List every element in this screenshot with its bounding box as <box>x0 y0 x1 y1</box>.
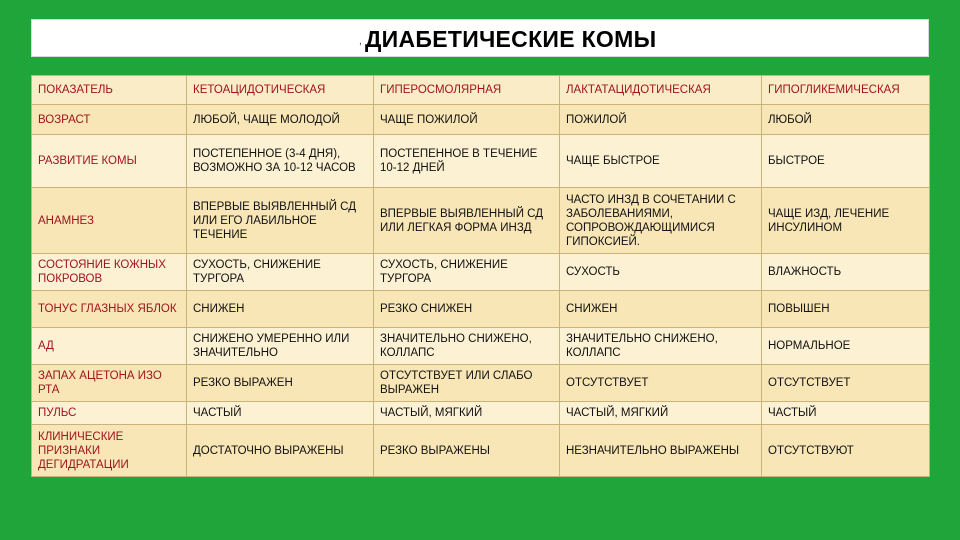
header-cell: ЛАКТАТАЦИДОТИЧЕСКАЯ <box>560 76 762 105</box>
table-cell: ЧАЩЕ БЫСТРОЕ <box>560 135 762 188</box>
header-cell: ГИПЕРОСМОЛЯРНАЯ <box>374 76 560 105</box>
table-row <box>32 291 930 328</box>
table-cell: ПОСТЕПЕННОЕ (3-4 ДНЯ), ВОЗМОЖНО ЗА 10-12 ЧАСОВ <box>187 135 374 188</box>
title-box <box>31 19 929 57</box>
table-cell: РЕЗКО ВЫРАЖЕНЫ <box>374 425 560 477</box>
table-cell: НЕЗНАЧИТЕЛЬНО ВЫРАЖЕНЫ <box>560 425 762 477</box>
table-row <box>32 402 930 425</box>
table-row <box>32 188 930 254</box>
row-label: ВОЗРАСТ <box>32 105 187 135</box>
table-cell: ПОВЫШЕН <box>762 291 930 328</box>
table-row <box>32 254 930 291</box>
table-row <box>32 365 930 402</box>
table-cell: СНИЖЕН <box>187 291 374 328</box>
header-cell: КЕТОАЦИДОТИЧЕСКАЯ <box>187 76 374 105</box>
table-cell: ОТСУТСТВУЮТ <box>762 425 930 477</box>
table-cell: ВПЕРВЫЕ ВЫЯВЛЕННЫЙ СД ИЛИ ЕГО ЛАБИЛЬНОЕ ТЕЧЕНИЕ <box>187 188 374 254</box>
table-cell: ЧАСТЫЙ, МЯГКИЙ <box>374 402 560 425</box>
header-cell: ПОКАЗАТЕЛЬ <box>32 76 187 105</box>
table-cell: ОТСУТСТВУЕТ <box>560 365 762 402</box>
diabetic-coma-table <box>31 75 930 477</box>
table-cell: ЧАСТЫЙ <box>762 402 930 425</box>
table-row <box>32 135 930 188</box>
table-cell: ВПЕРВЫЕ ВЫЯВЛЕННЫЙ СД ИЛИ ЛЕГКАЯ ФОРМА ИНЗД <box>374 188 560 254</box>
table-cell: ОТСУТСТВУЕТ <box>762 365 930 402</box>
row-label: ТОНУС ГЛАЗНЫХ ЯБЛОК <box>32 291 187 328</box>
table-cell: СНИЖЕНО УМЕРЕННО ИЛИ ЗНАЧИТЕЛЬНО <box>187 328 374 365</box>
row-label: АД <box>32 328 187 365</box>
table-cell: ЧАЩЕ ИЗД, ЛЕЧЕНИЕ ИНСУЛИНОМ <box>762 188 930 254</box>
header-cell: ГИПОГЛИКЕМИЧЕСКАЯ <box>762 76 930 105</box>
table-cell: ЛЮБОЙ <box>762 105 930 135</box>
table-cell: СУХОСТЬ, СНИЖЕНИЕ ТУРГОРА <box>374 254 560 291</box>
table-cell: ДОСТАТОЧНО ВЫРАЖЕНЫ <box>187 425 374 477</box>
table-cell: СНИЖЕН <box>560 291 762 328</box>
table-cell: ЧАЩЕ ПОЖИЛОЙ <box>374 105 560 135</box>
table-cell: СУХОСТЬ <box>560 254 762 291</box>
table-cell: ЗНАЧИТЕЛЬНО СНИЖЕНО, КОЛЛАПС <box>560 328 762 365</box>
title-mark: , <box>359 36 362 47</box>
table-cell: РЕЗКО СНИЖЕН <box>374 291 560 328</box>
table-cell: НОРМАЛЬНОЕ <box>762 328 930 365</box>
row-label: КЛИНИЧЕСКИЕ ПРИЗНАКИ ДЕГИДРАТАЦИИ <box>32 425 187 477</box>
row-label: ПУЛЬС <box>32 402 187 425</box>
table-cell: ОТСУТСТВУЕТ ИЛИ СЛАБО ВЫРАЖЕН <box>374 365 560 402</box>
table-row <box>32 328 930 365</box>
row-label: РАЗВИТИЕ КОМЫ <box>32 135 187 188</box>
row-label: ЗАПАХ АЦЕТОНА ИЗО РТА <box>32 365 187 402</box>
table-cell: РЕЗКО ВЫРАЖЕН <box>187 365 374 402</box>
row-label: СОСТОЯНИЕ КОЖНЫХ ПОКРОВОВ <box>32 254 187 291</box>
table-row <box>32 105 930 135</box>
table-cell: ЧАСТЫЙ <box>187 402 374 425</box>
table-cell: ЧАСТЫЙ, МЯГКИЙ <box>560 402 762 425</box>
page-title: ДИАБЕТИЧЕСКИЕ КОМЫ <box>365 26 657 52</box>
table-row <box>32 425 930 477</box>
table-cell: ПОСТЕПЕННОЕ В ТЕЧЕНИЕ 10-12 ДНЕЙ <box>374 135 560 188</box>
table-cell: ПОЖИЛОЙ <box>560 105 762 135</box>
table-header-row <box>32 76 930 105</box>
table-cell: СУХОСТЬ, СНИЖЕНИЕ ТУРГОРА <box>187 254 374 291</box>
table-cell: БЫСТРОЕ <box>762 135 930 188</box>
row-label: АНАМНЕЗ <box>32 188 187 254</box>
table-cell: ЧАСТО ИНЗД В СОЧЕТАНИИ С ЗАБОЛЕВАНИЯМИ, СОПРОВОЖДАЮЩИМИСЯ ГИПОКСИЕЙ. <box>560 188 762 254</box>
table-cell: ЛЮБОЙ, ЧАЩЕ МОЛОДОЙ <box>187 105 374 135</box>
table-cell: ЗНАЧИТЕЛЬНО СНИЖЕНО, КОЛЛАПС <box>374 328 560 365</box>
table-cell: ВЛАЖНОСТЬ <box>762 254 930 291</box>
